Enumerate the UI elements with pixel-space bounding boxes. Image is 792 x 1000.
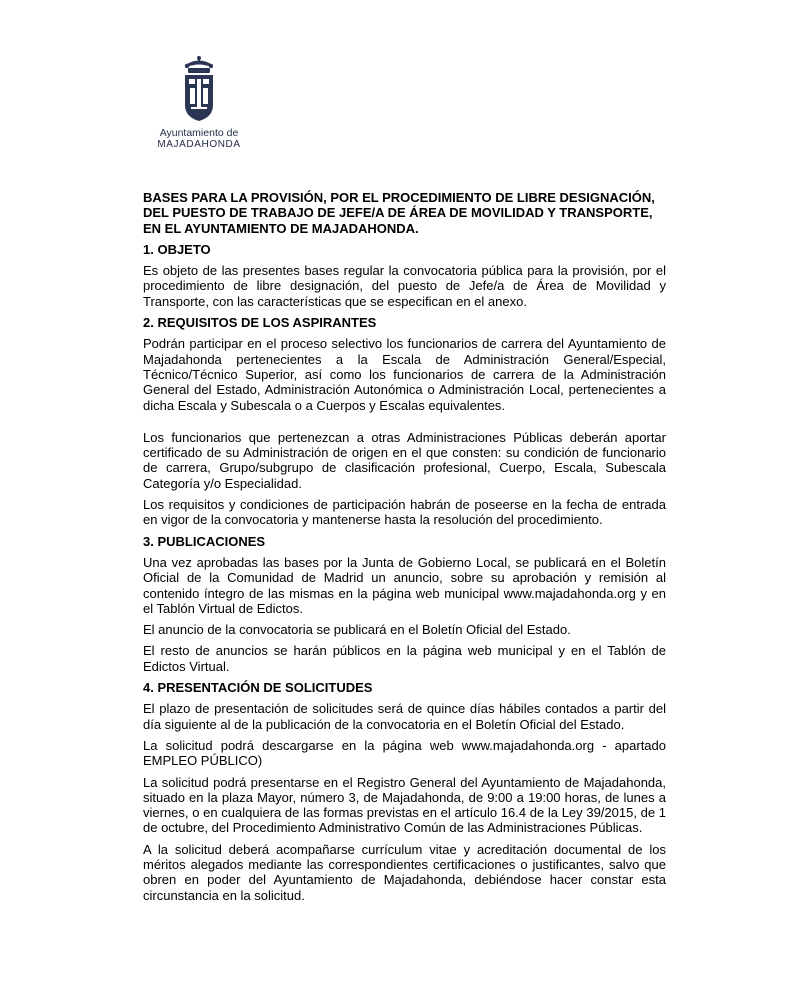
crest-icon	[179, 55, 219, 123]
title-line-3: EN EL AYUNTAMIENTO DE MAJADAHONDA.	[143, 220, 419, 236]
section-2-paragraph-2: Los funcionarios que pertenezcan a otras Administraciones Públicas deberán aportar certificado de su Administración de origen en el que consten: su condición de funcionario de carrera, Grupo/subgrupo de clasificación profesional, Cuerpo, Escala, Subescala Categoría y/o Especialidad.	[143, 429, 666, 491]
logo-line-1: Ayuntamiento de	[159, 127, 239, 139]
document-body	[143, 190, 666, 909]
section-4-paragraph-4: A la solicitud deberá acompañarse currículum vitae y acreditación documental de los méritos alegados mediante las correspondientes certificaciones o justificantes, salvo que obren en poder del Ayuntamiento de Majadahonda, debiéndose hacer constar esta circunstancia en la solicitud.	[143, 841, 666, 903]
municipal-logo	[152, 55, 246, 155]
section-1-paragraph-1: Es objeto de las presentes bases regular la convocatoria pública para la provisión, por el procedimiento de libre designación, del puesto de Jefe/a de Área de Movilidad y Transporte, con las características que se especifican en el anexo.	[143, 263, 666, 309]
title-line-1: BASES PARA LA PROVISIÓN, POR EL PROCEDIMIENTO DE LIBRE DESIGNACIÓN,	[143, 190, 655, 205]
section-4-paragraph-2: La solicitud podrá descargarse en la página web www.majadahonda.org - apartado EMPLEO PÚBLICO)	[143, 737, 666, 769]
logo-line-2: MAJADAHONDA	[157, 139, 241, 150]
title-line-2: DEL PUESTO DE TRABAJO DE JEFE/A DE ÁREA DE MOVILIDAD Y TRANSPORTE,	[143, 205, 653, 221]
section-2-heading: 2. REQUISITOS DE LOS ASPIRANTES	[143, 315, 377, 331]
section-2-paragraph-1: Podrán participar en el proceso selectivo los funcionarios de carrera del Ayuntamiento de Majadahonda pertenecientes a la Escala de Administración General/Especial, Técnico/Técnico Superior, así como los funcionarios de carrera de la Administración General del Estado, Administración Autonómica o Administración Local, pertenecientes a dicha Escala y Subescala o a Cuerpos y Escalas equivalentes.	[143, 336, 666, 413]
section-3-paragraph-1: Una vez aprobadas las bases por la Junta de Gobierno Local, se publicará en el Boletín Oficial de la Comunidad de Madrid un anuncio, sobre su aprobación y remisión al contenido íntegro de las mismas en la página web municipal www.majadahonda.org y en el Tablón Virtual de Edictos.	[143, 554, 666, 616]
section-3-paragraph-2: El anuncio de la convocatoria se publicará en el Boletín Oficial del Estado.	[143, 622, 571, 638]
document-title	[143, 190, 666, 236]
section-4-paragraph-1: El plazo de presentación de solicitudes será de quince días hábiles contados a partir del día siguiente al de la publicación de la convocatoria en el Boletín Oficial del Estado.	[143, 701, 666, 732]
section-4-heading: 4. PRESENTACIÓN DE SOLICITUDES	[143, 680, 373, 696]
section-1-heading: 1. OBJETO	[143, 241, 211, 257]
section-4-paragraph-3: La solicitud podrá presentarse en el Registro General del Ayuntamiento de Majadahonda, situado en la plaza Mayor, número 3, de Majadahonda, de 9:00 a 19:00 horas, de lunes a viernes, o en cualquiera de las formas previstas en el artículo 16.4 de la Ley 39/2015, de 1 de octubre, del Procedimiento Administrativo Común de las Administraciones Públicas.	[143, 774, 666, 836]
section-3-heading: 3. PUBLICACIONES	[143, 533, 266, 549]
section-3-paragraph-3: El resto de anuncios se harán públicos en la página web municipal y en el Tablón de Edictos Virtual.	[143, 643, 666, 674]
section-2-paragraph-3: Los requisitos y condiciones de participación habrán de poseerse en la fecha de entrada en vigor de la convocatoria y mantenerse hasta la resolución del procedimiento.	[143, 497, 666, 528]
